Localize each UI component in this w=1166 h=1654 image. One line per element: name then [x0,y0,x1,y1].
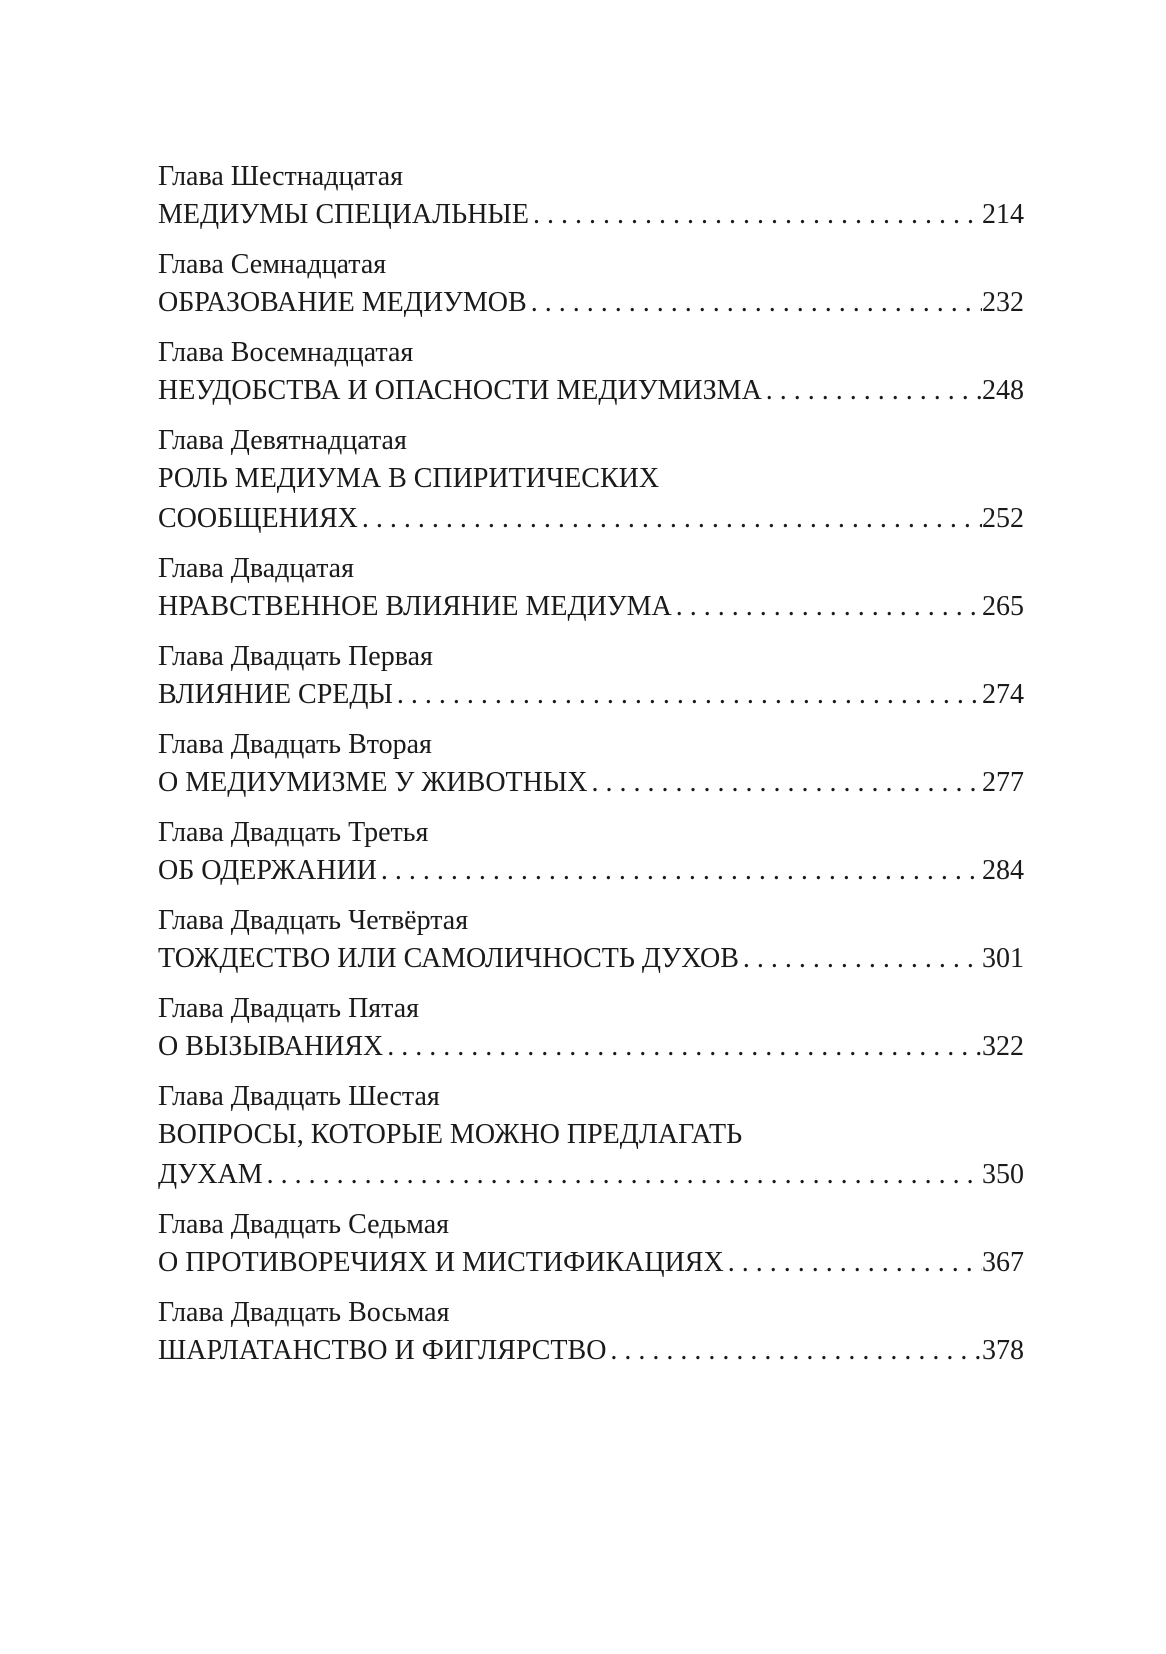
page-number: 252 [982,503,1024,534]
toc-entry [158,1206,1024,1283]
page-number: 350 [982,1159,1024,1190]
dot-leader [724,1243,982,1283]
toc-entry [158,814,1024,891]
page-number: 214 [982,199,1024,230]
chapter-title: О МЕДИУМИЗМЕ У ЖИВОТНЫХ [158,767,588,798]
page-number: 322 [982,1031,1024,1062]
toc-leader-row [158,1027,1024,1067]
page-number: 301 [982,943,1024,974]
toc-leader-row [158,939,1024,979]
toc-leader-row [158,851,1024,891]
chapter-title: О ВЫЗЫВАНИЯХ [158,1031,384,1062]
page-number: 284 [982,855,1024,886]
toc-leader-row [158,1243,1024,1283]
toc-leader-row [158,1155,1024,1195]
dot-leader [383,1027,982,1067]
chapter-label: Глава Двадцать Шестая [158,1081,440,1112]
toc-leader-row [158,1331,1024,1371]
toc-entry [158,334,1024,411]
dot-leader [358,499,982,539]
page-number: 265 [982,591,1024,622]
chapter-title: ШАРЛАТАНСТВО И ФИГЛЯРСТВО [158,1335,607,1366]
toc-leader-row [158,587,1024,627]
toc-entry [158,638,1024,715]
dot-leader [606,1331,982,1371]
dot-leader [527,283,982,323]
chapter-title: НЕУДОБСТВА И ОПАСНОСТИ МЕДИУМИЗМА [158,375,762,406]
toc-entry [158,246,1024,323]
chapter-label: Глава Двадцать Четвёртая [158,905,469,936]
chapter-label: Глава Двадцать Третья [158,817,429,848]
chapter-label: Глава Двадцать Седьмая [158,1209,450,1240]
toc-leader-row [158,675,1024,715]
page-number: 232 [982,287,1024,318]
dot-leader [393,675,982,715]
dot-leader [263,1155,982,1195]
chapter-label: Глава Восемнадцатая [158,337,414,368]
toc-leader-row [158,283,1024,323]
toc-entry [158,422,1024,539]
chapter-title: ВЛИЯНИЕ СРЕДЫ [158,679,393,710]
toc-entry [158,990,1024,1067]
dot-leader [672,587,982,627]
chapter-label: Глава Двадцать Первая [158,641,433,672]
toc-entry [158,902,1024,979]
page-number: 248 [982,375,1024,406]
dot-leader [588,763,982,803]
toc-leader-row [158,195,1024,235]
toc-entry [158,550,1024,627]
chapter-label: Глава Двадцать Восьмая [158,1297,450,1328]
page-number: 274 [982,679,1024,710]
toc-entry [158,158,1024,235]
dot-leader [739,939,982,979]
page-number: 378 [982,1335,1024,1366]
dot-leader [377,851,982,891]
page-number: 367 [982,1247,1024,1278]
dot-leader [529,195,982,235]
chapter-title: ДУХАМ [158,1159,263,1190]
toc-leader-row [158,499,1024,539]
chapter-title: НРАВСТВЕННОЕ ВЛИЯНИЕ МЕДИУМА [158,591,672,622]
chapter-title: СООБЩЕНИЯХ [158,503,358,534]
chapter-title-line: РОЛЬ МЕДИУМА В СПИРИТИЧЕСКИХ [158,463,660,494]
toc-entry [158,1078,1024,1195]
chapter-label: Глава Семнадцатая [158,249,387,280]
chapter-title: ОБРАЗОВАНИЕ МЕДИУМОВ [158,287,527,318]
toc-entry [158,726,1024,803]
toc-leader-row [158,371,1024,411]
chapter-label: Глава Двадцать Вторая [158,729,432,760]
toc-leader-row [158,763,1024,803]
dot-leader [762,371,982,411]
chapter-title: ОБ ОДЕРЖАНИИ [158,855,377,886]
chapter-label: Глава Двадцатая [158,553,354,584]
chapter-title-line: ВОПРОСЫ, КОТОРЫЕ МОЖНО ПРЕДЛАГАТЬ [158,1119,743,1150]
chapter-label: Глава Двадцать Пятая [158,993,420,1024]
chapter-label: Глава Девятнадцатая [158,425,407,456]
toc-entry [158,1294,1024,1371]
chapter-title: МЕДИУМЫ СПЕЦИАЛЬНЫЕ [158,199,529,230]
chapter-title: О ПРОТИВОРЕЧИЯХ И МИСТИФИКАЦИЯХ [158,1247,724,1278]
page-number: 277 [982,767,1024,798]
chapter-label: Глава Шестнадцатая [158,161,404,192]
table-of-contents [158,158,1024,1382]
chapter-title: ТОЖДЕСТВО ИЛИ САМОЛИЧНОСТЬ ДУХОВ [158,943,739,974]
